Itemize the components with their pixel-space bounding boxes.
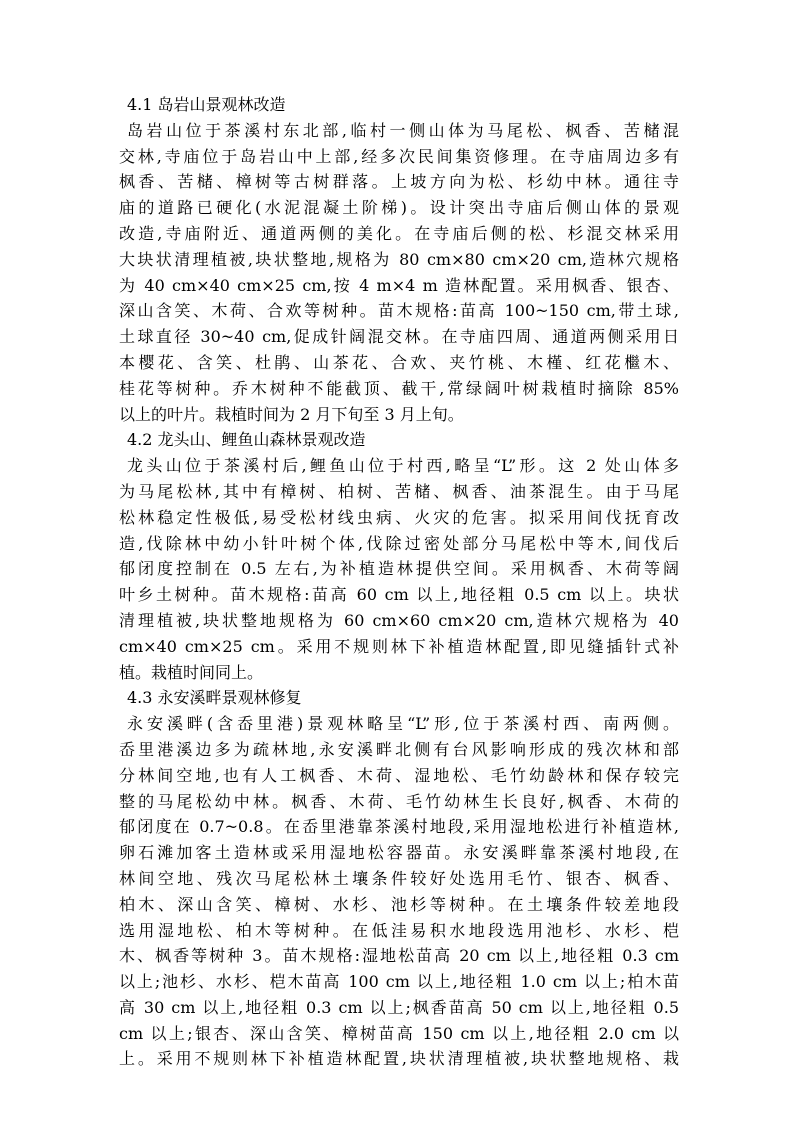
paragraph-line: 岙里港溪边多为疏林地,永安溪畔北侧有台风影响形成的残次林和部 [119,739,679,759]
section-heading: 4.2 龙头山、鲤鱼山森林景观改造 [127,430,366,450]
paragraph-line: 上。采用不规则林下补植造林配置,块状清理植被,块状整地规格、栽 [119,1049,679,1069]
paragraph-line: 桂花等树种。乔木树种不能截顶、截干,常绿阔叶树栽植时摘除 85% [119,378,679,398]
paragraph-line: 造,伐除林中幼小针叶树个体,伐除过密处部分马尾松中等木,间伐后 [119,533,679,553]
paragraph-line: 选用湿地松、柏木等树种。在低洼易积水地段选用池杉、水杉、桤 [119,920,679,940]
paragraph-line: cm 以上;银杏、深山含笑、樟树苗高 150 cm 以上,地径粗 2.0 cm 以 [119,1023,679,1043]
paragraph-line: 叶乡土树种。苗木规格:苗高 60 cm 以上,地径粗 0.5 cm 以上。块状 [119,585,679,605]
paragraph-line: 深山含笑、木荷、合欢等树种。苗木规格:苗高 100~150 cm,带土球, [119,301,679,321]
paragraph-line: 枫香、苦槠、樟树等古树群落。上坡方向为松、杉幼中林。通往寺 [119,172,679,192]
paragraph-line: 郁闭度在 0.7~0.8。在岙里港靠茶溪村地段,采用湿地松进行补植造林, [119,817,679,837]
paragraph-line: 庙的道路已硬化(水泥混凝土阶梯)。设计突出寺庙后侧山体的景观 [119,198,679,218]
paragraph-line: 郁闭度控制在 0.5 左右,为补植造林提供空间。采用枫香、木荷等阔 [119,559,679,579]
paragraph-line: 柏木、深山含笑、樟树、水杉、池杉等树种。在土壤条件较差地段 [119,894,679,914]
paragraph-line: 交林,寺庙位于岛岩山中上部,经多次民间集资修理。在寺庙周边多有 [119,146,679,166]
paragraph-line: 龙头山位于茶溪村后,鲤鱼山位于村西,略呈“L”形。这 2 处山体多 [127,456,679,476]
paragraph-line: 土球直径 30~40 cm,促成针阔混交林。在寺庙四周、通道两侧采用日 [119,327,679,347]
paragraph-line: 为 40 cm×40 cm×25 cm,按 4 m×4 m 造林配置。采用枫香、银杏、 [119,275,679,295]
paragraph-line: 分林间空地,也有人工枫香、木荷、湿地松、毛竹幼龄林和保存较完 [119,765,679,785]
paragraph-line: 整的马尾松幼中林。枫香、木荷、毛竹幼林生长良好,枫香、木荷的 [119,791,679,811]
paragraph-line: 以上的叶片。栽植时间为 2 月下旬至 3 月上旬。 [119,404,464,424]
paragraph-line: 永安溪畔(含岙里港)景观林略呈“L”形,位于茶溪村西、南两侧。 [127,714,679,734]
paragraph-line: 清理植被,块状整地规格为 60 cm×60 cm×20 cm,造林穴规格为 40 [119,610,679,630]
paragraph-line: 松林稳定性极低,易受松材线虫病、火灾的危害。拟采用间伐抚育改 [119,507,679,527]
paragraph-line: 改造,寺庙附近、通道两侧的美化。在寺庙后侧的松、杉混交林采用 [119,223,679,243]
paragraph-line: 高 30 cm 以上,地径粗 0.3 cm 以上;枫香苗高 50 cm 以上,地径粗 0.5 [119,997,679,1017]
paragraph-line: 卵石滩加客土造林或采用湿地松容器苗。永安溪畔靠茶溪村地段,在 [119,843,679,863]
section-heading: 4.1 岛岩山景观林改造 [127,95,286,114]
paragraph-line: cm×40 cm×25 cm。采用不规则林下补植造林配置,即见缝插针式补 [119,636,679,656]
paragraph-line: 林间空地、残次马尾松林土壤条件较好处选用毛竹、银杏、枫香、 [119,868,679,888]
paragraph-line: 本樱花、含笑、杜鹃、山茶花、合欢、夹竹桃、木槿、红花檵木、 [119,352,679,372]
document-body [119,92,679,1072]
paragraph-line: 为马尾松林,其中有樟树、柏树、苦槠、枫香、油茶混生。由于马尾 [119,481,679,501]
paragraph-line: 以上;池杉、水杉、桤木苗高 100 cm 以上,地径粗 1.0 cm 以上;柏木苗 [119,972,679,992]
paragraph-line: 植。栽植时间同上。 [119,662,264,682]
paragraph-line: 岛岩山位于茶溪村东北部,临村一侧山体为马尾松、枫香、苦槠混 [127,120,679,140]
paragraph-line: 大块状清理植被,块状整地,规格为 80 cm×80 cm×20 cm,造林穴规格 [119,249,679,269]
paragraph-line: 木、枫香等树种 3。苗木规格:湿地松苗高 20 cm 以上,地径粗 0.3 cm [119,946,679,966]
section-heading: 4.3 永安溪畔景观林修复 [127,688,302,708]
